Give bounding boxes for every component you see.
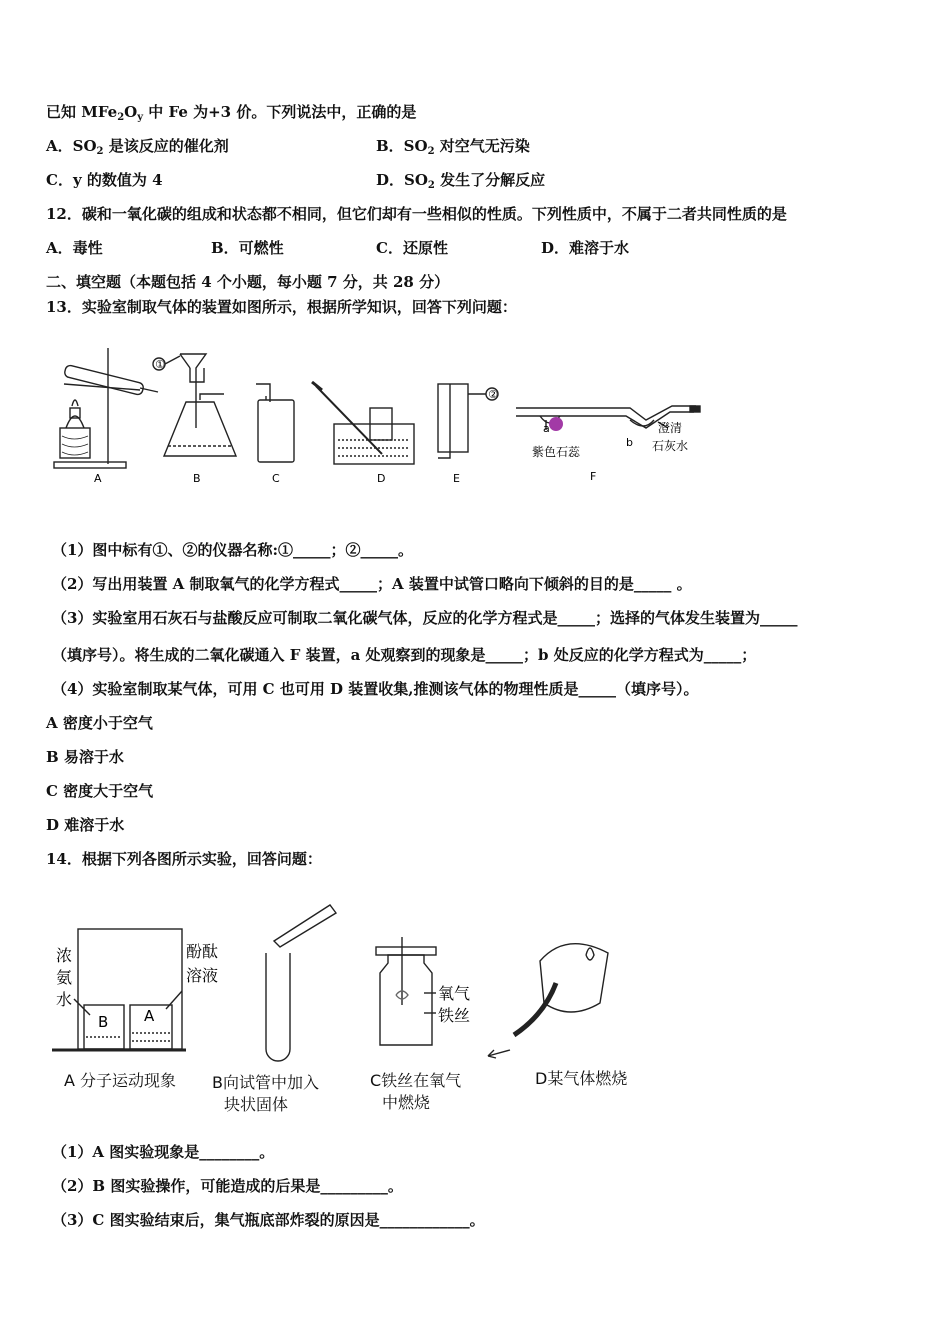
svg-text:溶液: 溶液	[186, 966, 219, 985]
svg-text:a: a	[543, 422, 550, 435]
q11-option-a: A．$SO_2$ 是该反应的催化剂	[46, 137, 229, 157]
q12-option-c: C．还原性	[376, 239, 448, 257]
svg-text:石灰水: 石灰水	[652, 439, 689, 453]
svg-text:A: A	[94, 472, 102, 485]
caption-a: A 分子运动现象	[64, 1071, 177, 1090]
q12-option-a: A．毒性	[46, 239, 103, 257]
svg-text:酚酞: 酚酞	[186, 942, 219, 961]
q13-choice-b: B 易溶于水	[46, 748, 124, 766]
svg-text:氨: 氨	[56, 968, 73, 987]
q13-part-4: （4）实验室制取某气体，可用 C 也可用 D 装置收集,推测该气体的物理性质是_____（填序号）。	[52, 680, 699, 698]
svg-text:②: ②	[488, 388, 498, 401]
svg-text:D: D	[377, 472, 386, 485]
q14-stem: 14．根据下列各图所示实验，回答问题：	[46, 850, 322, 868]
q14-part-1: （1）A 图实验现象是________。	[52, 1143, 275, 1161]
q13-part-1: （1）图中标有①、②的仪器名称:①_____；②_____。	[52, 541, 413, 559]
svg-text:C: C	[272, 472, 280, 485]
q13-choice-d: D 难溶于水	[46, 816, 125, 834]
apparatus-d	[312, 382, 414, 464]
q13-choice-c: C 密度大于空气	[46, 782, 154, 800]
experiment-b	[266, 905, 336, 1061]
svg-text:b: b	[626, 436, 633, 449]
section-heading: 二、填空题（本题包括 4 个小题，每小题 7 分，共 28 分）	[46, 273, 450, 291]
svg-text:氧气: 氧气	[438, 984, 471, 1003]
experiment-a	[52, 929, 186, 1050]
apparatus-c	[256, 384, 294, 462]
q13-part-2: （2）写出用装置 A 制取氧气的化学方程式_____；A 装置中试管口略向下倾斜的目的是_____ 。	[52, 575, 692, 593]
caption-b-line2: 块状固体	[224, 1095, 289, 1114]
q13-part-3b: （填序号）。将生成的二氧化碳通入 F 装置，a 处观察到的现象是_____；b 处反应的化学方程式为_____；	[52, 646, 757, 664]
apparatus-a	[54, 348, 158, 468]
q12-option-d: D．难溶于水	[541, 239, 630, 257]
svg-text:铁丝: 铁丝	[438, 1006, 471, 1025]
caption-c-line2: 中燃烧	[382, 1093, 431, 1112]
q11-option-b: B．$SO_2$ 对空气无污染	[376, 137, 530, 157]
svg-text:B: B	[193, 472, 201, 485]
svg-text:B: B	[98, 1013, 109, 1031]
caption-b-line1: B向试管中加入	[212, 1073, 319, 1092]
svg-text:E: E	[453, 472, 460, 485]
svg-text:水: 水	[56, 990, 73, 1009]
experiment-d	[488, 944, 608, 1058]
q14-part-2: （2）B 图实验操作，可能造成的后果是_________。	[52, 1177, 403, 1195]
q11-option-c: C．y 的数值为 4	[46, 171, 163, 189]
q11-stem: 已知 $MFe_2O_y$ 中 Fe 为+3 价。下列说法中，正确的是	[46, 103, 417, 123]
svg-text:A: A	[144, 1007, 155, 1025]
svg-text:①: ①	[155, 358, 165, 371]
svg-text:浓: 浓	[56, 946, 73, 965]
q13-stem: 13．实验室制取气体的装置如图所示，根据所学知识，回答下列问题：	[46, 298, 517, 316]
q12-stem: 12．碳和一氧化碳的组成和状态都不相同，但它们却有一些相似的性质。下列性质中，不属于二者共同性质的是	[46, 205, 787, 223]
caption-c-line1: C铁丝在氧气	[370, 1071, 462, 1090]
q14-part-3: （3）C 图实验结束后，集气瓶底部炸裂的原因是____________。	[52, 1211, 485, 1229]
purple-litmus-drop	[549, 417, 563, 431]
q11-option-d: D．$SO_2$ 发生了分解反应	[376, 171, 546, 191]
svg-text:澄清: 澄清	[658, 421, 683, 435]
svg-text:F: F	[590, 470, 597, 483]
q13-choice-a: A 密度小于空气	[46, 714, 153, 732]
apparatus-b	[153, 354, 236, 456]
svg-text:紫色石蕊: 紫色石蕊	[532, 445, 581, 459]
q13-part-3a: （3）实验室用石灰石与盐酸反应可制取二氧化碳气体，反应的化学方程式是_____；选择的气体发生装置为_____	[52, 609, 798, 627]
experiment-c	[376, 937, 436, 1045]
q13-apparatus-figure	[40, 340, 720, 490]
caption-d: D某气体燃烧	[535, 1069, 628, 1088]
q12-option-b: B．可燃性	[211, 239, 284, 257]
